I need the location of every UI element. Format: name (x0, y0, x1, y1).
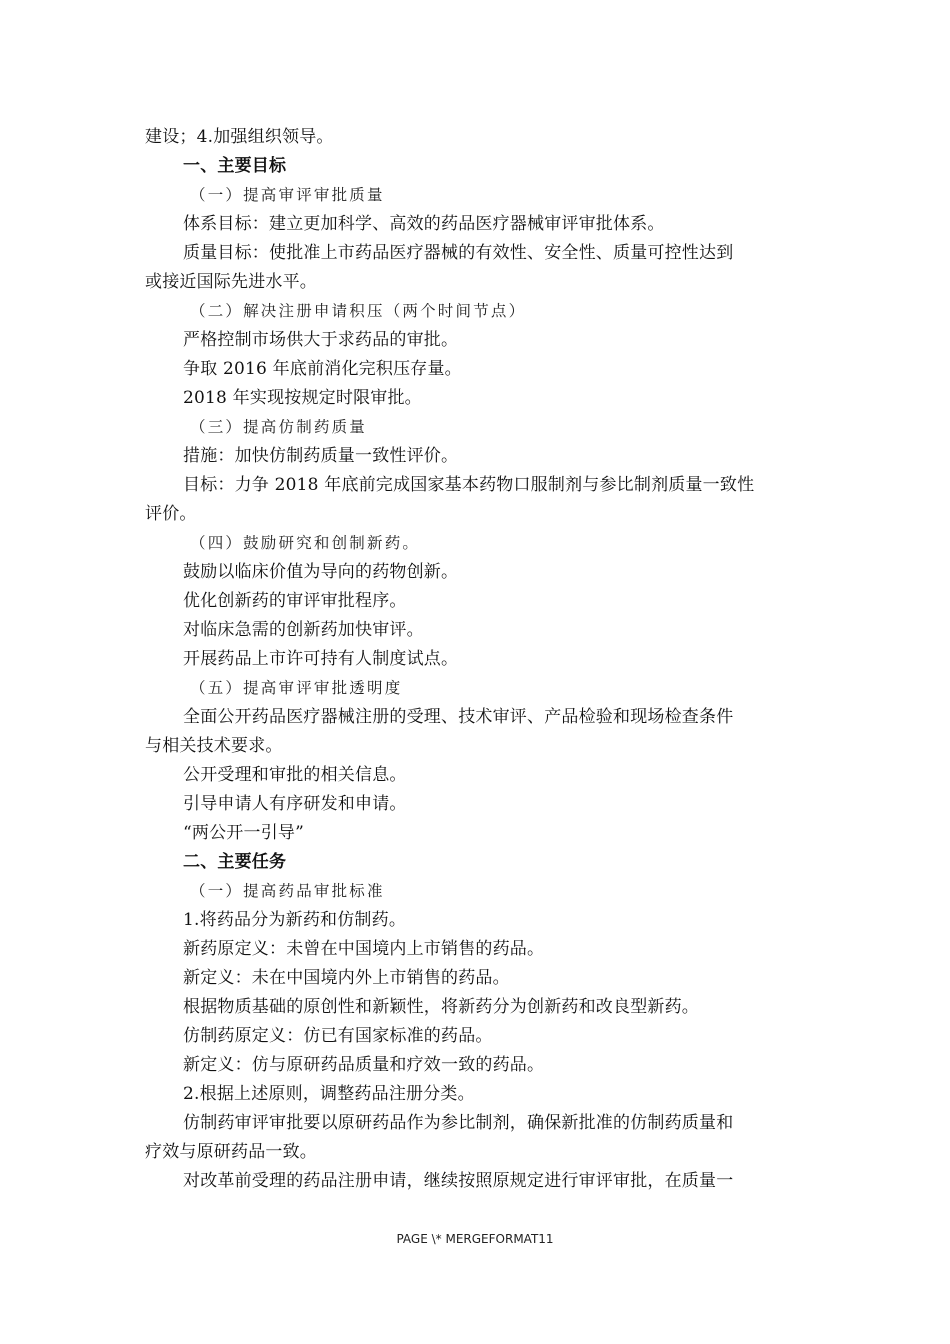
paragraph-line: 仿制药审评审批要以原研药品作为参比制剂，确保新批准的仿制药质量和 (183, 1113, 734, 1133)
paragraph-line: 优化创新药的审评审批程序。 (183, 591, 407, 611)
paragraph-continuation: 建设；4.加强组织领导。 (145, 127, 334, 147)
paragraph-line: 开展药品上市许可持有人制度试点。 (183, 649, 459, 669)
paragraph-line: 对改革前受理的药品注册申请，继续按照原规定进行审评审批，在质量一 (183, 1171, 734, 1191)
subsection-heading: （一）提高药品审批标准 (190, 882, 385, 900)
section-heading: 一、主要目标 (183, 156, 287, 176)
subsection-heading: （一）提高审评审批质量 (190, 186, 385, 204)
paragraph-line: 措施：加快仿制药质量一致性评价。 (183, 446, 459, 466)
paragraph-continuation: 或接近国际先进水平。 (145, 272, 317, 292)
paragraph-line: 1.将药品分为新药和仿制药。 (183, 910, 407, 930)
paragraph-line: 对临床急需的创新药加快审评。 (183, 620, 424, 640)
paragraph-line: 全面公开药品医疗器械注册的受理、技术审评、产品检验和现场检查条件 (183, 707, 734, 727)
paragraph-line: 质量目标：使批准上市药品医疗器械的有效性、安全性、质量可控性达到 (183, 243, 734, 263)
paragraph-line: 引导申请人有序研发和申请。 (183, 794, 407, 814)
paragraph-line: 仿制药原定义：仿已有国家标准的药品。 (183, 1026, 493, 1046)
paragraph-line: 根据物质基础的原创性和新颖性，将新药分为创新药和改良型新药。 (183, 997, 699, 1017)
paragraph-line: 新药原定义：未曾在中国境内上市销售的药品。 (183, 939, 545, 959)
paragraph-line: 严格控制市场供大于求药品的审批。 (183, 330, 459, 350)
subsection-heading: （四）鼓励研究和创制新药。 (190, 534, 421, 552)
page-footer: PAGE \* MERGEFORMAT11 (396, 1232, 554, 1246)
paragraph-line: 2.根据上述原则，调整药品注册分类。 (183, 1084, 475, 1104)
paragraph-line: 2018 年实现按规定时限审批。 (183, 388, 422, 408)
subsection-heading: （五）提高审评审批透明度 (190, 679, 403, 697)
paragraph-continuation: 评价。 (145, 504, 197, 524)
paragraph-line: 体系目标：建立更加科学、高效的药品医疗器械审评审批体系。 (183, 214, 665, 234)
paragraph-continuation: 疗效与原研药品一致。 (145, 1142, 317, 1162)
paragraph-line: 鼓励以临床价值为导向的药物创新。 (183, 562, 459, 582)
section-heading: 二、主要任务 (183, 852, 287, 872)
paragraph-line: 新定义：未在中国境内外上市销售的药品。 (183, 968, 510, 988)
paragraph-continuation: 与相关技术要求。 (145, 736, 283, 756)
document-body (145, 123, 805, 1196)
paragraph-line: 公开受理和审批的相关信息。 (183, 765, 407, 785)
paragraph-line: 新定义：仿与原研药品质量和疗效一致的药品。 (183, 1055, 545, 1075)
subsection-heading: （二）解决注册申请积压（两个时间节点） (190, 302, 527, 320)
paragraph-line: 目标：力争 2018 年底前完成国家基本药物口服制剂与参比制剂质量一致性 (183, 475, 755, 495)
subsection-heading: （三）提高仿制药质量 (190, 418, 368, 436)
paragraph-line: “两公开一引导” (183, 823, 304, 843)
paragraph-line: 争取 2016 年底前消化完积压存量。 (183, 359, 462, 379)
